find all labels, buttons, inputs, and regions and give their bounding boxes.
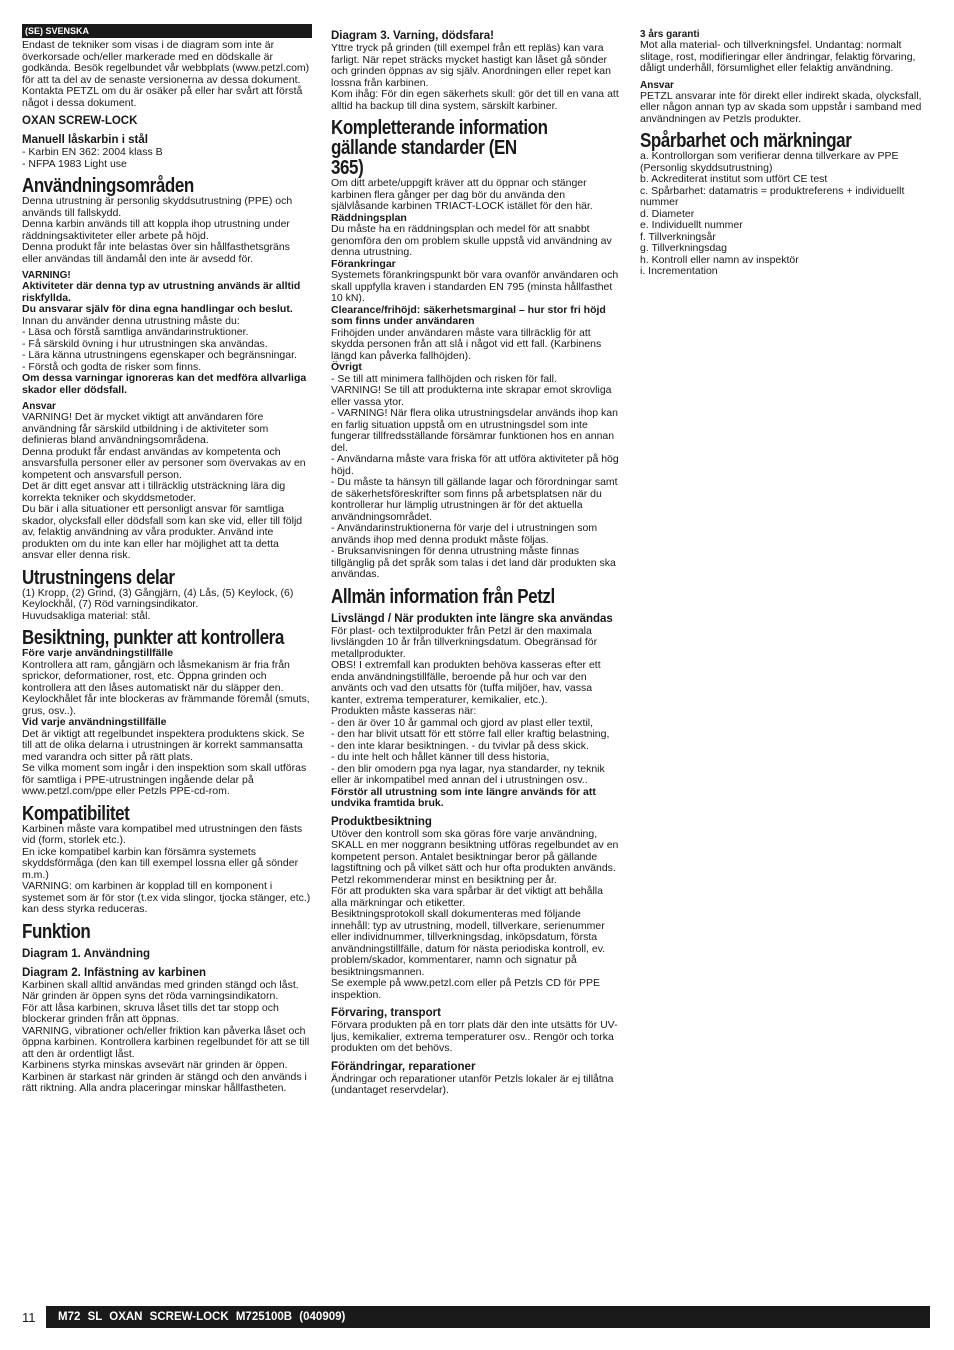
paragraph: - Lära känna utrustningens egenskaper och begränsningar. [22,349,297,361]
paragraph: - Se till att minimera fallhöjden och risken för fall. [331,372,557,385]
paragraph: e. Individuellt nummer [640,219,743,231]
subheading: Produktbesiktning [331,815,432,828]
paragraph: (1) Kropp, (2) Grind, (3) Gångjärn, (4) Lås, (5) Keylock, (6) Keylockhål, (7) Röd varningsindikator. [22,586,294,610]
subheading: 3 års garanti [640,29,700,40]
paragraph: Kom ihåg: För din egen säkerhets skull: gör det till en vana att alltid ha backup till dina system, särskilt karbiner. [331,88,619,112]
paragraph: PETZL ansvarar inte för direkt eller indirekt skada, olycksfall, eller någon annan typ av skada som uppstår i samband med användningen av Petzls produkter. [640,89,922,125]
paragraph: Kontrollera att ram, gångjärn och låsmekanism är fria från sprickor, deformationer, rost, etc. Öppna grinden och kontrollera att den låses automatiskt när du släpper den. Keylockhålet får inte blockeras av främmande föremål (smuts, grus, osv..). [22,658,310,717]
paragraph: - Du måste ta hänsyn till gällande lagar och förordningar samt de säkerhetsföreskrifter som finns på arbetsplatsen när du kontrollerar hur lämplig utrustningen är för det aktuella användningsområdet. [331,476,618,523]
paragraph: Se vilka moment som ingår i den inspektion som skall utföras för samtliga i PPE-utrustningen ingående delar på www.petzl.com/ppe eller Petzls PPE-cd-rom. [22,762,307,797]
bold-paragraph: Före varje användningstillfälle [22,647,174,659]
paragraph: VARNING, vibrationer och/eller friktion kan påverka låset och öppna karbinen. Kontrollera karbinen regelbundet för att se till att den är ordentligt låst. [22,1024,310,1060]
paragraph: Huvudsakliga material: stål. [22,609,151,622]
paragraph: VARNING! Se till att produkterna inte skrapar emot skrovliga eller vassa ytor. [331,384,612,408]
subheading: OXAN SCREW-LOCK [22,115,138,127]
paragraph: d. Diameter [640,207,695,220]
subheading: Manuell låskarbin i stål [22,134,148,146]
section-heading: Funktion [22,920,91,943]
section-heading: Besiktning, punkter att kontrollera [22,627,284,649]
paragraph: - NFPA 1983 Light use [22,157,127,170]
section-heading: Kompatibilitet [22,802,130,825]
paragraph: VARNING! Det är mycket viktigt att användaren före användning får särskild utbildning i de aktiviteter som definieras bland användningsområdena. [22,411,269,446]
paragraph: Du måste ha en räddningsplan och medel för att snabbt genomföra den om problem skulle uppstå vid användning av denna utrustning. [331,223,612,258]
subheading: Ansvar [22,401,56,412]
paragraph: - du inte helt och hållet känner till dess historia, [331,751,550,763]
paragraph: OBS! I extremfall kan produkten behöva kasseras efter ett enda användningstillfälle, beroende på hur och var den använts och vad den utsatts för (tuffa miljöer, hav, vassa kanter, extrema temperaturer, kemikalier, etc.). [331,659,601,706]
paragraph: Utöver den kontroll som ska göras före varje användning, SKALL en mer noggrann besiktning utföras regelbundet av en kompetent person. Antalet besiktningar beror på gällande lagstiftning och på vilket sätt och hur ofta produkten används. Petzl rekommenderar minst en besiktning per år. [331,827,619,886]
column-left [22,24,312,1095]
paragraph: Se exemple på www.petzl.com eller på Petzls CD för PPE inspektion. [331,977,601,1001]
paragraph: För att produkten ska vara spårbar är det viktigt att behålla alla märkningar och etiketter. [331,885,603,909]
paragraph: Det är viktigt att regelbundet inspektera produktens skick. Se till att de olika delarna i utrustningen är korrekt sammansatta med varandra och sitter på rätt plats. [22,727,305,763]
bold-paragraph: Övrigt [331,361,362,373]
section-heading: Användningsområden [22,175,194,197]
paragraph: h. Kontroll eller namn av inspektör [640,253,799,266]
language-tag: (SE) SVENSKA [22,24,312,38]
paragraph: Karbinens styrka minskas avsevärt när grinden är öppen. Karbinen är starkast när grinden är stängd och den används i rätt riktning. Alla andra placeringar minskar hållfastheten. [22,1059,307,1094]
bold-paragraph: Du ansvarar själv för dina egna handlingar och beslut. [22,303,293,315]
paragraph: För plast- och textilprodukter från Petzl är den maximala livslängden 10 år från tillverkningsdatum. Obegränsad för metallprodukter. [331,624,598,660]
bold-paragraph: Räddningsplan [331,211,407,224]
paragraph: Denna karbin används till att koppla ihop utrustning under räddningsaktiviteter eller arbete på höjd. [22,218,290,242]
paragraph: Produkten måste kasseras när: [331,705,477,717]
page-number: 11 [22,1310,36,1325]
subheading: Livslängd / När produkten inte längre ska användas [331,612,613,625]
bold-paragraph: Om dessa varningar ignoreras kan det medföra allvarliga skador eller dödsfall. [22,372,307,396]
paragraph: - Få särskild övning i hur utrustningen ska användas. [22,337,268,350]
paragraph: Karbinen måste vara kompatibel med utrustningen den fästs vid (form, storlek etc.). [22,822,303,846]
paragraph: - Karbin EN 362: 2004 klass B [22,146,163,158]
paragraph: Ändringar och reparationer utanför Petzls lokaler är ej tillåtna (undantaget reservdelar). [331,1072,614,1096]
paragraph: Denna produkt får endast användas av kompetenta och ansvarsfulla personer eller av personer som övervakas av en kompetent och ansvarsfull person. [22,445,306,481]
column-middle [331,24,621,1097]
bold-paragraph: Aktiviteter där denna typ av utrustning används är alltid riskfyllda. [22,280,301,304]
paragraph: Om ditt arbete/uppgift kräver att du öppnar och stänger karbinen flera gånger per dag bör du använda den självlåsande karbinen TRIACT-LOCK istället för den här. [331,177,593,212]
subheading: Ansvar [640,79,674,91]
section-heading: Allmän information från Petzl [331,585,555,608]
bold-paragraph: Förankringar [331,257,396,270]
paragraph: Denna utrustning är personlig skyddsutrustning (PPE) och används till fallskydd. [22,195,293,219]
subheading: Förändringar, reparationer [331,1060,476,1073]
paragraph: Det är ditt eget ansvar att i tillräcklig utsträckning lära dig korrekta tekniker och skyddsmetoder. [22,480,286,504]
footer-bar: M72 SL OXAN SCREW-LOCK M725100B (040909) [46,1306,930,1328]
paragraph: - Bruksanvisningen för denna utrustning måste finnas tillgänglig på det språk som talas i det land där produkten ska användas. [331,545,616,580]
paragraph: g. Tillverkningsdag [640,242,727,254]
bold-paragraph: Förstör all utrustning som inte längre används för att undvika framtida bruk. [331,785,596,809]
paragraph: För att låsa karbinen, skruva låset tills det tar stopp och blockerar grinden från att öppnas. [22,1001,279,1025]
bold-paragraph: Vid varje användningstillfälle [22,716,167,728]
bold-paragraph: Clearance/frihöjd: säkerhetsmarginal – hur stor fri höjd som finns under användaren [331,303,606,327]
subheading: Diagram 2. Infästning av karbinen [22,966,207,979]
section-heading: Spårbarhet och märkningar [640,130,852,152]
paragraph: - den är över 10 år gammal och gjord av plast eller textil, [331,716,594,729]
paragraph: Karbinen skall alltid användas med grinden stängd och låst. När grinden är öppen syns det röda varningsindikatorn. [22,978,299,1002]
paragraph: Du bär i alla situationer ett personligt ansvar för samtliga skador, olycksfall eller dödsfall som kan ske vid, eller till följd av, felaktig användning av våra produkter. Använd inte produkten om du inte kan eller har möjlighet att ta detta ansvar eller denna risk. [22,503,303,561]
paragraph: - den blir omodern pga nya lagar, nya standarder, ny teknik eller är inkompatibel med annan del i utrustningen osv.. [331,762,605,786]
paragraph: Innan du använder denna utrustning måste du: [22,314,240,327]
page-footer [22,1306,930,1328]
paragraph: - Användarna måste vara friska för att utföra aktiviteter på hög höjd. [331,453,619,477]
paragraph: a. Kontrollorgan som verifierar denna tillverkare av PPE (Personlig skyddsutrustning) [640,150,899,174]
paragraph: En icke kompatibel karbin kan försämra systemets skyddsförmåga (den kan till exempel lossna eller gå sönder m.m.) [22,845,299,881]
paragraph: - den har blivit utsatt för ett större fall eller kraftig belastning, [331,728,610,740]
section-heading: Utrustningens delar [22,566,175,589]
paragraph: - den inte klarar besiktningen. - du tvivlar på dess skick. [331,739,589,752]
paragraph: c. Spårbarhet: datamatris = produktreferens + individuellt nummer [640,184,905,208]
paragraph: Besiktningsprotokoll skall dokumenteras med följande innehåll: typ av utrustning, modell, tillverkare, serienummer eller individnummer, tillverkningsdag, inköpsdatum, första användningstillfälle, datum för nästa periodiska kontroll, ev. problem/skador, kommentarer, namn och signatur på besiktningsmannen. [331,908,606,978]
paragraph: i. Incrementation [640,265,718,277]
paragraph: Yttre tryck på grinden (till exempel från ett repläs) kan vara farligt. När repet sträcks mycket hastigt kan låset gå sönder och grinden öppnas av sig själv. Anordningen eller repet kan lossna från karbinen. [331,42,611,89]
paragraph: f. Tillverkningsår [640,230,716,243]
subheading: Diagram 3. Varning, dödsfara! [331,30,494,42]
paragraph: Frihöjden under användaren måste vara tillräcklig för att skydda personen från att slå i något vid ett fall. (Karbinens längd kan påverka fallhöjden). [331,326,602,362]
section-heading: Kompletterande information gällande standarder (EN 365) [331,117,548,179]
paragraph: Endast de tekniker som visas i de diagram som inte är överkorsade och/eller markerade med en dödskalle är godkända. Besök regelbundet vår webbplats (www.petzl.com) för att ta del av de senaste versionerna av dessa dokument. Kontakta PETZL om du är osäker på eller har svårt att förstå något i dessa dokument. [22,39,310,109]
subheading: VARNING! [22,270,71,281]
paragraph: Mot alla material- och tillverkningsfel. Undantag: normalt slitage, rost, modifieringar eller ändringar, felaktig förvaring, dåligt underhåll, försumlighet eller felaktig användning. [640,39,916,74]
paragraph: Systemets förankringspunkt bör vara ovanför användaren och skall uppfylla kraven i standarden EN 795 (minsta hållfasthet 10 kN). [331,269,619,304]
paragraph: - VARNING! När flera olika utrustningsdelar används ihop kan en farlig situation uppstå om en utrustningsdel som inte fungerar tillfredsställande försämrar funktionen hos en annan del. [331,407,618,454]
paragraph: - Förstå och godta de risker som finns. [22,360,202,373]
subheading: Förvaring, transport [331,1007,441,1019]
paragraph: Denna produkt får inte belastas över sin hållfasthetsgräns eller användas till ändamål den inte är avsedd för. [22,241,290,265]
subheading: Diagram 1. Användning [22,947,151,960]
paragraph: Förvara produkten på en torr plats där den inte utsätts för UV-ljus, kemikalier, extrema temperaturer osv.. Rengör och torka produkten om det behövs. [331,1019,618,1054]
paragraph: VARNING: om karbinen är kopplad till en komponent i systemet som är för stor (t.ex vida slingor, tjocka stänger, etc.) kan dess styrka reduceras. [22,880,311,915]
paragraph: b. Ackrediterat institut som utfört CE test [640,173,828,185]
paragraph: - Läsa och förstå samtliga användarinstruktioner. [22,326,249,338]
paragraph: - Användarinstruktionerna för varje del i utrustningen som används ihop med denna produkt måste följas. [331,522,598,546]
column-right [640,24,930,278]
